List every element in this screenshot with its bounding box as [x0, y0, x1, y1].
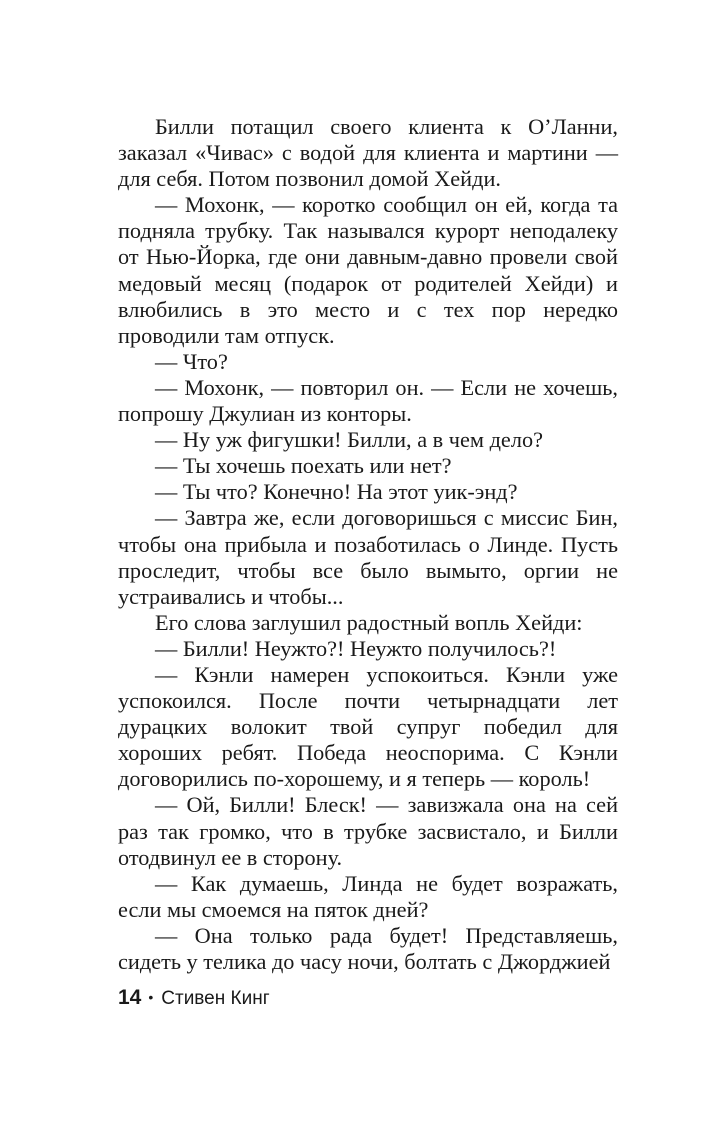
paragraph: Его слова заглушил радостный вопль Хейди: [155, 609, 583, 635]
body-text [118, 114, 618, 975]
paragraph: Билли потащил своего клиента к О’Ланни, заказал «Чивас» с водой для клиента и мартини — для себя. Потом позвонил домой Хейди. [118, 114, 618, 192]
page-number: 14 [118, 986, 142, 1009]
paragraph: — Ой, Билли! Блеск! — завизжала она на сей раз так громко, что в трубке засвистало, и Билли отодвинул ее в сторону. [118, 792, 618, 870]
paragraph: — Билли! Неужто?! Неужто получилось?! [155, 635, 557, 661]
paragraph: — Ты что? Конечно! На этот уик-энд? [155, 479, 518, 505]
paragraph: — Кэнли намерен успокоиться. Кэнли уже успокоился. После почти четырнадцати лет дурацких волокит твой супруг победил для хороших ребят. Победа неоспорима. С Кэнли договорились по-хорошему, и я теперь — король! [118, 661, 618, 792]
paragraph: — Ты хочешь поехать или нет? [155, 453, 452, 479]
paragraph: — Как думаешь, Линда не будет возражать, если мы смоемся на пяток дней? [118, 870, 618, 922]
running-head-author: Стивен Кинг [161, 988, 270, 1009]
paragraph: — Что? [155, 348, 228, 374]
paragraph: — Мохонк, — коротко сообщил он ей, когда та подняла трубку. Так назывался курорт неподалеку от Нью-Йорка, где они давным-давно провели свой медовый месяц (подарок от родителей Хейди) и влюбились в это место и с тех пор нередко проводили там отпуск. [118, 192, 618, 348]
paragraph: — Мохонк, — повторил он. — Если не хочешь, попрошу Джулиан из конторы. [118, 374, 618, 427]
page-footer [118, 986, 270, 1014]
paragraph: — Завтра же, если договоришься с миссис Бин, чтобы она прибыла и позаботилась о Линде. Пусть проследит, чтобы все было вымыто, оргии не устраивались и чтобы... [118, 505, 618, 609]
paragraph: — Ну уж фигушки! Билли, а в чем дело? [155, 427, 543, 453]
paragraph: — Она только рада будет! Представляешь, сидеть у телика до часу ночи, болтать с Джорджией [118, 922, 618, 974]
bullet-separator: • [148, 989, 154, 1005]
